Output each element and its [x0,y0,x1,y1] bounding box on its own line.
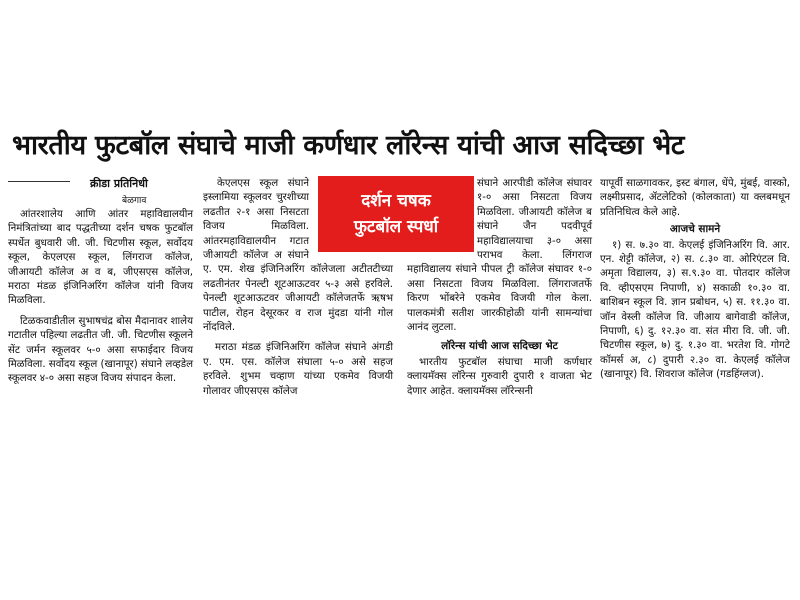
col3-paragraph-1: संघाने आरपीडी कॉलेज संघावर १-० असा निसटता विजय मिळविला. जीआयटी कॉलेज ब संघाने जैन पदवीपूर्व महाविद्यालयाचा ३-० असा पराभव केला. लिंगराज महाविद्यालय संघाने पीपल ट्री कॉलेज संघावर १-० असा निसटता विजय मिळविला. लिंगराजतर्फे किरण भोंबरेने एकमेव विजयी गोल केला. पालकमंत्री सतीश जारकीहोळी यांनी सामन्यांचा आनंद लुटला. [407,178,592,334]
byline-rule [8,181,70,182]
event-title-line-2: फुटबॉल स्पर्धा [353,217,439,237]
col4-subhead: आजचे सामने [669,223,721,236]
column-3 [407,177,592,399]
col3-paragraph-2: भारतीय फुटबॉल संघाचा माजी कर्णधार क्लायमॅक्स लॉरेन्स गुरुवारी दुपारी १ वाजता भेट देणार आहेत. क्लायमॅक्स लॉरेन्सनी [407,356,592,397]
col4-paragraph-2: १) स. ७.३० वा. केएलई इंजिनिअरिंग वि. आर. एन. शेट्टी कॉलेज, २) स. ८.३० वा. ओरिएंटल वि. अमृता विद्यालय, ३) स.९.३० वा. पोतदार कॉलेज वि. व्हीएसएम निपाणी, ४) सकाळी १०.३० वा. बाशिबन स्कूल वि. ज्ञान प्रबोधन, ५) स. ११.३० वा. जॉन वेस्ली कॉलेज वि. जीआय बागेवाडी कॉलेज, निपाणी, ६) दु. १२.३० वा. संत मीरा वि. जी. जी. चिटणीस स्कूल, ७) दु. १.३० वा. भरतेश वि. गोगटे कॉमर्स अ, ८) दुपारी २.३० वा. केएलई कॉलेज (खानापूर) वि. शिवराज कॉलेज (गडहिंग्लज). [600,239,790,381]
column-1 [8,208,193,387]
col2-paragraph-1: केएलएस स्कूल संघाने इस्लामिया स्कूलवर चुरशीच्या लढतीत २-१ असा निसटता विजय मिळविला. आंतरमहाविद्यालयीन गटात जीआयटी कॉलेज अ संघाने ए. एम. शेख इंजिनिअरिंग कॉलेजला अटीतटीच्या लढतीनंतर पेनल्टी शूटआऊटवर ५-३ असे हरविले. पेनल्टी शूटआऊटवर जीआयटी कॉलेजतर्फे ऋषभ पाटील, रोहन देसूरकर व राज मुंदडा यांनी गोल नोंदविले. [203,178,393,334]
col4-paragraph-1: यापूर्वी साळगावकर, इस्ट बंगाल, धेंपे, मुंबई, वास्को, लक्ष्मीप्रसाद, ॲटलेटिको (कोलकाता) या क्लबमधून प्रतिनिधित्व केले आहे. [600,178,790,218]
column-4 [600,177,790,383]
col3-subhead: लॉरेन्स यांची आज सदिच्छा भेट [441,340,558,353]
event-title-line-1: दर्शन चषक [361,191,431,211]
byline: क्रीडा प्रतिनिधी [90,177,148,190]
col1-paragraph-2: टिळकवाडीतील सुभाषचंद्र बोस मैदानावर शालेय गटातील पहिल्या लढतीत जी. जी. चिटणीस स्कूलने सेंट जर्मन स्कूलवर ५-० असा सफाईदार विजय मिळविला. सर्वोदय स्कूल (खानापूर) संघाने लव्हडेल स्कूलवर ४-० असा सहज विजय संपादन केला. [8,315,193,385]
col1-paragraph-1: आंतरशालेय आणि आंतर महाविद्यालयीन निमंत्रितांच्या बाद पद्धतीच्या दर्शन चषक फुटबॉल स्पर्धेत बुधवारी जी. जी. चिटणीस स्कूल, सर्वोदय स्कूल, केएलएस स्कूल, लिंगराज कॉलेज, जीआयटी कॉलेज अ व ब, जीएसएस कॉलेज, मराठा मंडळ इंजिनिअरिंग कॉलेज यांनी विजय मिळविला. [8,209,193,307]
dateline: बेळगाव [122,196,147,206]
col2-paragraph-2: मराठा मंडळ इंजिनिअरिंग कॉलेज संघाने अंगडी ए. एम. एस. कॉलेज संघाला ५-० असे सहज हरविले. शुभम चव्हाण यांच्या एकमेव विजयी गोलावर जीएसएस कॉलेज [203,342,393,397]
headline: भारतीय फुटबॉल संघाचे माजी कर्णधार लॉरेन्स यांची आज सदिच्छा भेट [12,130,685,161]
